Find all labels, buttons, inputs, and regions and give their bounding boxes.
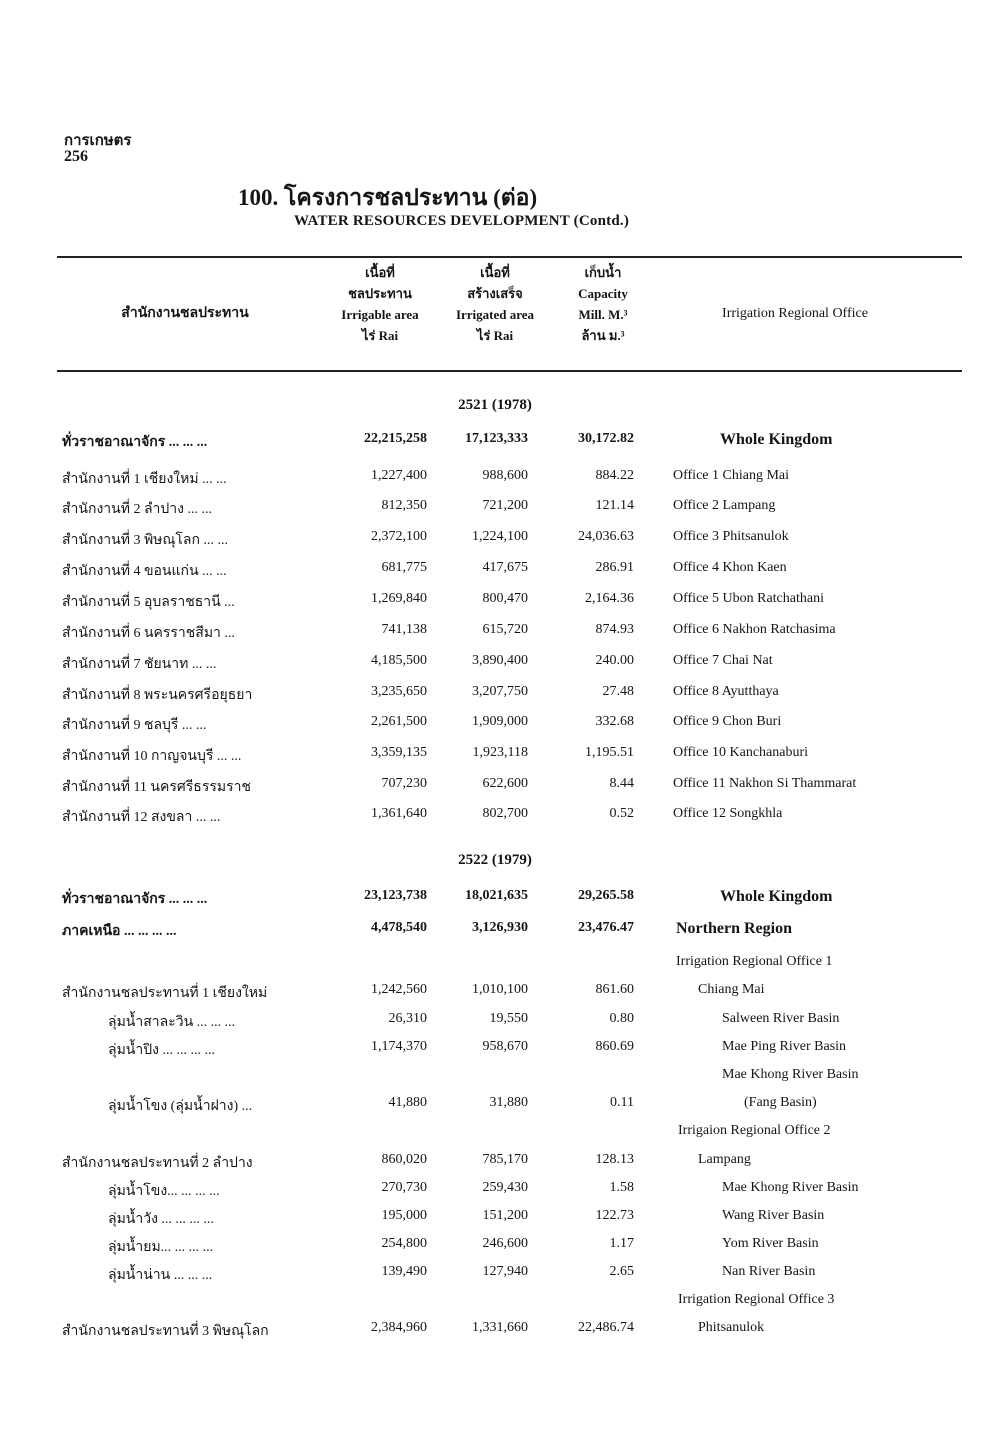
office-thai-cell: สำนักงานชลประทานที่ 3 พิษณุโลก [62, 1324, 269, 1339]
irrigable-area-cell: 254,800 [381, 1236, 427, 1251]
irrigated-area-cell: 1,224,100 [472, 529, 528, 544]
capacity-cell: 861.60 [595, 982, 634, 997]
table-row [0, 468, 990, 494]
irrigated-area-cell: 31,880 [489, 1095, 528, 1110]
table-row [0, 920, 990, 946]
office-thai-cell: ลุ่มน้ำสาละวิน ... ... ... [108, 1015, 236, 1030]
irrigated-header-line-1: เนื้อที่ [480, 265, 510, 280]
capacity-cell: 1,195.51 [585, 745, 634, 760]
table-row [0, 1152, 990, 1178]
office-thai-cell: สำนักงานที่ 11 นครศรีธรรมราช [62, 780, 251, 795]
column-header-capacity [553, 262, 653, 346]
office-thai-cell: ภาคเหนือ ... ... ... ... [62, 924, 177, 939]
irrigable-area-cell: 1,174,370 [371, 1039, 427, 1054]
column-header-office-english: Irrigation Regional Office [722, 306, 868, 321]
capacity-cell: 24,036.63 [578, 529, 634, 544]
page-number: 256 [64, 148, 88, 165]
table-row [0, 1208, 990, 1234]
table-row [0, 888, 990, 914]
office-thai-cell: ทั่วราชอาณาจักร ... ... ... [62, 435, 208, 450]
table-row [0, 622, 990, 648]
irrigated-area-cell: 1,010,100 [472, 982, 528, 997]
office-thai-cell: ลุ่มน้ำโขง... ... ... ... [108, 1184, 220, 1199]
header-bottom-rule [57, 370, 962, 372]
office-english-cell: Salween River Basin [722, 1011, 840, 1026]
table-row [0, 653, 990, 679]
table-row [0, 560, 990, 586]
office-english-cell: Office 4 Khon Kaen [673, 560, 787, 575]
irrigated-area-cell: 17,123,333 [465, 431, 528, 446]
capacity-cell: 22,486.74 [578, 1320, 634, 1335]
capacity-cell: 2.65 [609, 1264, 634, 1279]
office-english-cell: Northern Region [676, 920, 792, 937]
office-english-cell: Wang River Basin [722, 1208, 825, 1223]
irrigable-area-cell: 2,261,500 [371, 714, 427, 729]
capacity-cell: 122.73 [595, 1208, 634, 1223]
office-english-cell: Mae Ping River Basin [722, 1039, 847, 1054]
column-header-irrigable-area [325, 262, 435, 346]
table-row [0, 1123, 990, 1149]
irrigated-header-line-2: สร้างเสร็จ [467, 286, 523, 301]
table-row [0, 1095, 990, 1121]
irrigated-area-cell: 800,470 [482, 591, 528, 606]
table-title-english: WATER RESOURCES DEVELOPMENT (Contd.) [294, 213, 630, 229]
capacity-header-line-3: Mill. M.³ [578, 307, 628, 322]
irrigated-area-cell: 958,670 [482, 1039, 528, 1054]
office-english-cell: Yom River Basin [722, 1236, 819, 1251]
irrigated-area-cell: 1,331,660 [472, 1320, 528, 1335]
office-thai-cell: ลุ่มน้ำปิง ... ... ... ... [108, 1043, 215, 1058]
office-english-cell: Irrigation Regional Office 3 [678, 1292, 835, 1307]
irrigated-area-cell: 3,207,750 [472, 684, 528, 699]
capacity-cell: 2,164.36 [585, 591, 634, 606]
office-english-cell: Office 11 Nakhon Si Thammarat [673, 776, 857, 791]
table-row [0, 954, 990, 980]
irrigated-area-cell: 721,200 [482, 498, 528, 513]
section-label: การเกษตร [64, 133, 132, 149]
office-english-cell: (Fang Basin) [744, 1095, 817, 1110]
irrigated-area-cell: 417,675 [482, 560, 528, 575]
office-thai-cell: สำนักงานที่ 9 ชลบุรี ... ... [62, 718, 207, 733]
irrigated-area-cell: 785,170 [482, 1152, 528, 1167]
irrigable-area-cell: 681,775 [381, 560, 427, 575]
irrigable-area-cell: 195,000 [381, 1208, 427, 1223]
office-thai-cell: สำนักงานที่ 8 พระนครศรีอยุธยา [62, 688, 253, 703]
capacity-cell: 128.13 [595, 1152, 634, 1167]
table-row [0, 1264, 990, 1290]
office-thai-cell: สำนักงานชลประทานที่ 1 เชียงใหม่ [62, 986, 268, 1001]
capacity-cell: 27.48 [602, 684, 634, 699]
irrigable-area-cell: 741,138 [381, 622, 427, 637]
office-thai-cell: สำนักงานชลประทานที่ 2 ลำปาง [62, 1156, 253, 1171]
office-thai-cell: สำนักงานที่ 5 อุบลราชธานี ... [62, 595, 235, 610]
irrigable-header-line-1: เนื้อที่ [365, 265, 395, 280]
office-english-cell: Mae Khong River Basin [722, 1067, 859, 1082]
office-english-cell: Office 12 Songkhla [673, 806, 783, 821]
irrigated-area-cell: 3,126,930 [472, 920, 528, 935]
irrigable-header-line-3: Irrigable area [341, 307, 419, 322]
irrigated-area-cell: 988,600 [482, 468, 528, 483]
capacity-cell: 0.80 [609, 1011, 634, 1026]
table-row [0, 529, 990, 555]
office-english-cell: Phitsanulok [698, 1320, 765, 1335]
irrigable-area-cell: 2,384,960 [371, 1320, 427, 1335]
irrigable-area-cell: 860,020 [381, 1152, 427, 1167]
capacity-cell: 30,172.82 [578, 431, 634, 446]
office-thai-cell: ลุ่มน้ำยม... ... ... ... [108, 1240, 214, 1255]
irrigable-area-cell: 1,242,560 [371, 982, 427, 997]
column-header-irrigated-area [440, 262, 550, 346]
irrigated-area-cell: 151,200 [482, 1208, 528, 1223]
top-rule [57, 256, 962, 258]
capacity-cell: 874.93 [595, 622, 634, 637]
table-row [0, 714, 990, 740]
capacity-cell: 1.58 [609, 1180, 634, 1195]
irrigated-area-cell: 1,909,000 [472, 714, 528, 729]
office-english-cell: Office 7 Chai Nat [673, 653, 773, 668]
capacity-cell: 332.68 [595, 714, 634, 729]
table-row [0, 1067, 990, 1093]
irrigated-area-cell: 19,550 [489, 1011, 528, 1026]
capacity-header-line-4: ล้าน ม.³ [581, 328, 625, 343]
irrigable-area-cell: 3,235,650 [371, 684, 427, 699]
office-thai-cell: สำนักงานที่ 12 สงขลา ... ... [62, 810, 221, 825]
table-row [0, 498, 990, 524]
irrigable-area-cell: 1,227,400 [371, 468, 427, 483]
capacity-cell: 0.11 [610, 1095, 634, 1110]
table-row [0, 1011, 990, 1037]
table-row [0, 1180, 990, 1206]
office-thai-cell: ลุ่มน้ำน่าน ... ... ... [108, 1268, 213, 1283]
irrigated-area-cell: 127,940 [482, 1264, 528, 1279]
office-thai-cell: สำนักงานที่ 1 เชียงใหม่ ... ... [62, 472, 227, 487]
office-english-cell: Office 9 Chon Buri [673, 714, 782, 729]
irrigable-area-cell: 139,490 [381, 1264, 427, 1279]
capacity-cell: 8.44 [609, 776, 634, 791]
office-thai-cell: ลุ่มน้ำวัง ... ... ... ... [108, 1212, 214, 1227]
irrigable-area-cell: 26,310 [388, 1011, 427, 1026]
irrigable-area-cell: 3,359,135 [371, 745, 427, 760]
irrigable-area-cell: 4,185,500 [371, 653, 427, 668]
irrigable-area-cell: 41,880 [388, 1095, 427, 1110]
office-english-cell: Office 5 Ubon Ratchathani [673, 591, 824, 606]
irrigable-area-cell: 2,372,100 [371, 529, 427, 544]
irrigated-area-cell: 615,720 [482, 622, 528, 637]
table-title-thai: 100. โครงการชลประทาน (ต่อ) [238, 185, 538, 210]
office-english-cell: Office 6 Nakhon Ratchasima [673, 622, 836, 637]
office-english-cell: Office 10 Kanchanaburi [673, 745, 809, 760]
irrigable-header-line-4: ไร่ Rai [361, 328, 399, 343]
irrigable-area-cell: 23,123,738 [364, 888, 427, 903]
office-english-cell: Irrigation Regional Office 1 [676, 954, 833, 969]
irrigable-area-cell: 270,730 [381, 1180, 427, 1195]
irrigable-header-line-2: ชลประทาน [348, 286, 412, 301]
table-row [0, 1236, 990, 1262]
capacity-cell: 286.91 [595, 560, 634, 575]
table-row [0, 982, 990, 1008]
capacity-cell: 884.22 [595, 468, 634, 483]
irrigable-area-cell: 1,269,840 [371, 591, 427, 606]
table-row [0, 745, 990, 771]
office-english-cell: Lampang [698, 1152, 751, 1167]
office-english-cell: Mae Khong River Basin [722, 1180, 859, 1195]
irrigated-area-cell: 802,700 [482, 806, 528, 821]
capacity-header-line-2: Capacity [578, 286, 628, 301]
office-english-cell: Office 2 Lampang [673, 498, 776, 513]
column-header-office-thai: สำนักงานชลประทาน [121, 306, 249, 321]
year-heading-1979: 2522 (1979) [458, 852, 532, 868]
irrigated-header-line-3: Irrigated area [455, 307, 535, 322]
office-english-cell: Chiang Mai [698, 982, 765, 997]
capacity-cell: 29,265.58 [578, 888, 634, 903]
irrigated-area-cell: 1,923,118 [472, 745, 528, 760]
office-english-cell: Irrigaion Regional Office 2 [678, 1123, 831, 1138]
office-thai-cell: สำนักงานที่ 6 นครราชสีมา ... [62, 626, 235, 641]
irrigated-header-line-4: ไร่ Rai [476, 328, 514, 343]
office-thai-cell: ทั่วราชอาณาจักร ... ... ... [62, 892, 208, 907]
irrigated-area-cell: 622,600 [482, 776, 528, 791]
table-row [0, 806, 990, 832]
office-thai-cell: สำนักงานที่ 7 ชัยนาท ... ... [62, 657, 217, 672]
irrigable-area-cell: 707,230 [381, 776, 427, 791]
irrigated-area-cell: 246,600 [482, 1236, 528, 1251]
office-english-cell: Nan River Basin [722, 1264, 816, 1279]
capacity-header-line-1: เก็บน้ำ [584, 265, 622, 280]
irrigable-area-cell: 4,478,540 [371, 920, 427, 935]
office-thai-cell: สำนักงานที่ 2 ลำปาง ... ... [62, 502, 212, 517]
capacity-cell: 23,476.47 [578, 920, 634, 935]
office-thai-cell: สำนักงานที่ 4 ขอนแก่น ... ... [62, 564, 227, 579]
capacity-cell: 0.52 [609, 806, 634, 821]
table-row [0, 1292, 990, 1318]
table-row [0, 1039, 990, 1065]
office-english-cell: Whole Kingdom [720, 888, 833, 905]
irrigated-area-cell: 3,890,400 [472, 653, 528, 668]
table-row [0, 684, 990, 710]
capacity-cell: 240.00 [595, 653, 634, 668]
office-english-cell: Office 1 Chiang Mai [673, 468, 789, 483]
office-thai-cell: สำนักงานที่ 10 กาญจนบุรี ... ... [62, 749, 242, 764]
office-thai-cell: ลุ่มน้ำโขง (ลุ่มน้ำฝาง) ... [108, 1099, 253, 1114]
irrigable-area-cell: 1,361,640 [371, 806, 427, 821]
office-english-cell: Whole Kingdom [720, 431, 833, 448]
office-english-cell: Office 3 Phitsanulok [673, 529, 789, 544]
irrigable-area-cell: 22,215,258 [364, 431, 427, 446]
table-row [0, 591, 990, 617]
office-thai-cell: สำนักงานที่ 3 พิษณุโลก ... ... [62, 533, 228, 548]
irrigable-area-cell: 812,350 [381, 498, 427, 513]
table-row [0, 1320, 990, 1346]
irrigated-area-cell: 18,021,635 [465, 888, 528, 903]
table-row [0, 431, 990, 457]
office-english-cell: Office 8 Ayutthaya [673, 684, 779, 699]
year-heading-1978: 2521 (1978) [458, 397, 532, 413]
irrigated-area-cell: 259,430 [482, 1180, 528, 1195]
capacity-cell: 121.14 [595, 498, 634, 513]
table-row [0, 776, 990, 802]
capacity-cell: 860.69 [595, 1039, 634, 1054]
capacity-cell: 1.17 [609, 1236, 634, 1251]
